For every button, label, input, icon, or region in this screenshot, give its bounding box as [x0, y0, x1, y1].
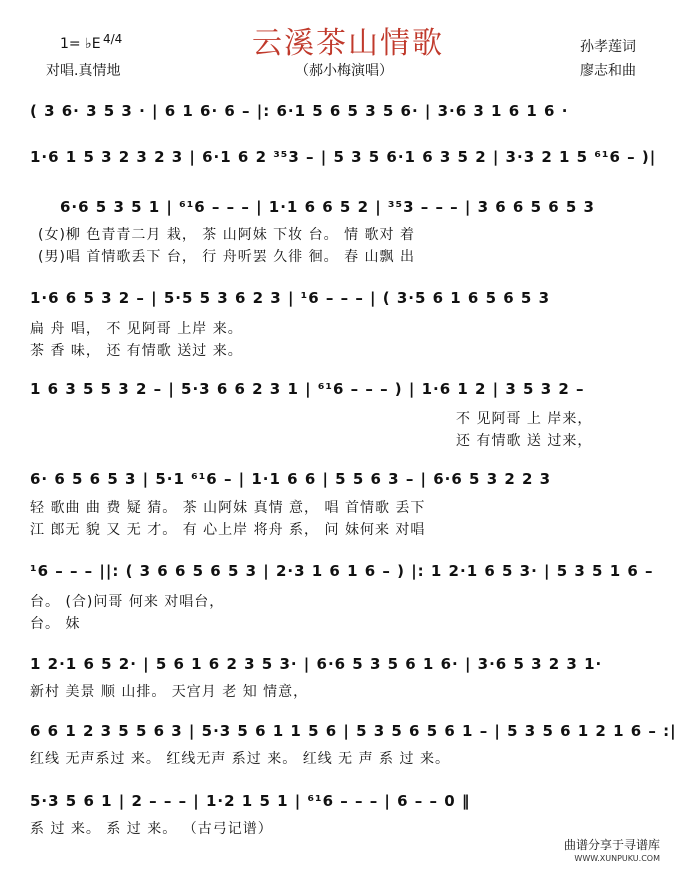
score-system-2: 1·6 1 5 3 2 3 2 3 | 6·1 6 2 ³⁵3 – | 5 3 5 6·1 6 3 5 2 | 3·3 2 1 5 ⁶¹6 – )| — [30, 148, 657, 166]
score-system-10: 5·3 5 6 1 | 2 – – – | 1·2 1 5 1 | ⁶¹6 – – – | 6 – – 0 ‖ — [30, 792, 471, 810]
lyric-line: 台。 (合)问哥 何来 对唱台， — [30, 594, 225, 610]
lyric-line-female: (女)柳 色青青二月 栽， 茶 山阿妹 下妆 台。 情 歌对 着 — [38, 227, 415, 243]
footer-url: WWW.XUNPUKU.COM — [574, 854, 660, 863]
lyric-line: 江 郎无 貌 又 无 才。 有 心上岸 将舟 系， 问 妹何来 对唱 — [30, 522, 426, 538]
lyric-line: 新村 美景 顺 山排。 天宫月 老 知 情意， — [30, 684, 309, 700]
lyricist-credit: 孙孝莲词 — [580, 39, 636, 55]
key-signature: 1= ♭E — [60, 36, 101, 52]
score-system-1: ( 3 6· 3 5 3 · | 6 1 6· 6 – |: 6·1 5 6 5 3 5 6· | 3·6 3 1 6 1 6 · — [30, 102, 569, 120]
lyric-line: 台。 妹 — [30, 616, 81, 632]
score-system-5: 1 6 3 5 5 3 2 – | 5·3 6 6 2 3 1 | ⁶¹6 – – – ) | 1·6 1 2 | 3 5 3 2 – — [30, 380, 585, 398]
lyric-line: 不 见阿哥 上 岸来， — [456, 411, 593, 427]
lyric-line: 扁 舟 唱， 不 见阿哥 上岸 来。 — [30, 321, 243, 337]
song-title: 云溪茶山情歌 — [252, 26, 444, 61]
time-signature: 4/4 — [103, 32, 123, 46]
lyric-line-male: (男)唱 首情歌丢下 台， 行 舟听罢 久徘 徊。 春 山飘 出 — [38, 249, 415, 265]
lyric-line: 茶 香 味， 还 有情歌 送过 来。 — [30, 343, 243, 359]
lyric-line: 轻 歌曲 曲 费 疑 猜。 茶 山阿妹 真情 意， 唱 首情歌 丢下 — [30, 500, 426, 516]
footer-site: 曲谱分享于寻谱库 — [563, 838, 660, 852]
score-system-7: ¹6 – – – ||: ( 3 6 6 5 6 5 3 | 2·3 1 6 1 6 – ) |: 1 2·1 6 5 3· | 5 3 5 1 6 – — [30, 562, 654, 580]
score-system-8: 1 2·1 6 5 2· | 5 6 1 6 2 3 5 3· | 6·6 5 3 5 6 1 6· | 3·6 5 3 2 3 1· — [30, 655, 603, 673]
lyric-line: 系 过 来。 系 过 来。 （古弓记谱） — [30, 821, 273, 837]
singer-credit: （郝小梅演唱） — [295, 63, 393, 79]
lyric-line: 还 有情歌 送 过来， — [456, 433, 593, 449]
performance-style: 对唱.真情地 — [46, 63, 121, 79]
footer-watermark — [564, 838, 660, 866]
score-system-4: 1·6 6 5 3 2 – | 5·5 5 3 6 2 3 | ¹6 – – – | ( 3·5 6 1 6 5 6 5 3 — [30, 289, 551, 307]
composer-credit: 廖志和曲 — [580, 63, 636, 79]
score-system-9: 6 6 1 2 3 5 5 6 3 | 5·3 5 6 1 1 5 6 | 5 3 5 6 5 6 1 – | 5 3 5 6 1 2 1 6 – :| — [30, 722, 677, 740]
score-system-3: 6·6 5 3 5 1 | ⁶¹6 – – – | 1·1 6 6 5 2 | ³⁵3 – – – | 3 6 6 5 6 5 3 — [60, 198, 595, 216]
lyric-line: 红线 无声系过 来。 红线无声 系过 来。 红线 无 声 系 过 来。 — [30, 751, 450, 767]
score-system-6: 6· 6 5 6 5 3 | 5·1 ⁶¹6 – | 1·1 6 6 | 5 5 6 3 – | 6·6 5 3 2 2 3 — [30, 470, 552, 488]
